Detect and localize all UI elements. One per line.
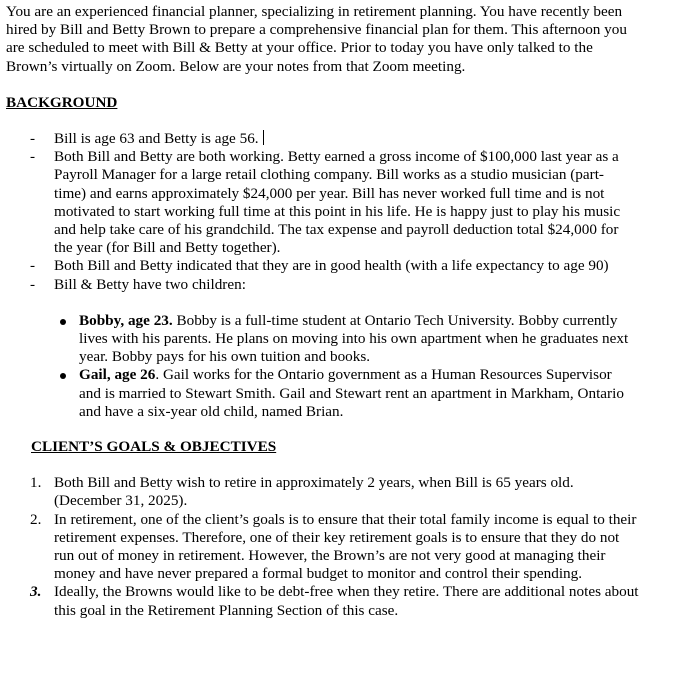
goals-list xyxy=(6,474,669,620)
bullet-icon xyxy=(60,319,66,325)
dash-marker: - xyxy=(30,130,36,148)
children-list xyxy=(6,312,669,421)
dash-marker: - xyxy=(30,257,36,275)
goal-item-income xyxy=(6,511,639,584)
goal-text: Both Bill and Betty wish to retire in approximately 2 years, when Bill is 65 years old. (December 31, 2025). xyxy=(54,474,574,510)
text-cursor xyxy=(263,130,264,145)
goal-item-debt-free xyxy=(6,583,639,619)
child-item-bobby xyxy=(6,312,629,367)
goal-text: In retirement, one of the client’s goals is to ensure that their total family income is equal to their retirement expenses. Therefore, one of their key retirement goals is to ensure that they do not run out of money in retirement. However, the Brown’s are not very good at managing their money and have never prepared a formal budget to monitor and control their spending. xyxy=(54,510,637,583)
background-item-ages xyxy=(6,130,629,148)
goal-item-retire-date xyxy=(6,474,639,510)
child-description: Bobby is a full-time student at Ontario Tech University. Bobby currently lives with his parents. He plans on moving into his own apartment when he graduates next year. Bobby pays for his own tuition and books. xyxy=(79,311,629,366)
background-item-health xyxy=(6,257,629,275)
background-item-children xyxy=(6,276,629,294)
background-item-text: Both Bill and Betty indicated that they are in good health (with a life expectancy to age 90) xyxy=(54,257,609,275)
intro-paragraph: You are an experienced financial planner, specializing in retirement planning. You have recently been hired by Bill and Betty Brown to prepare a comprehensive financial plan for them. This afternoon you are scheduled to meet with Bill & Betty at your office. Prior to today you have only talked to the Brown’s virtually on Zoom. Below are your notes from that Zoom meeting. xyxy=(6,3,627,75)
background-item-employment xyxy=(6,148,629,257)
bullet-icon xyxy=(60,373,66,379)
dash-marker: - xyxy=(30,148,36,166)
child-description: . Gail works for the Ontario government as a Human Resources Supervisor and is married to Stewart Smith. Gail and Stewart rent an apartment in Markham, Ontario and have a six-year old child, named Brian. xyxy=(79,366,624,420)
background-heading: BACKGROUND xyxy=(6,93,118,111)
goal-number: 3. xyxy=(30,583,42,601)
child-name: Bobby, age 23. xyxy=(79,311,173,329)
child-name: Gail, age 26 xyxy=(79,366,156,384)
background-item-text: Both Bill and Betty are both working. Betty earned a gross income of $100,000 last year as a Payroll Manager for a large retail clothing company. Bill works as a studio musician (part-time) and earns approximately $24,000 per year. Bill has never worked full time and is not motivated to start working full time at this point in his life. He is happy just to play his music and help take care of his grandchild. The tax expense and payroll deduction total $24,000 for the year (for Bill and Betty together). xyxy=(54,148,621,257)
background-item-text: Bill is age 63 and Betty is age 56. xyxy=(54,130,259,148)
goal-number: 2. xyxy=(30,510,42,528)
goal-number: 1. xyxy=(30,474,42,492)
child-item-gail xyxy=(6,366,629,421)
goals-heading: CLIENT’S GOALS & OBJECTIVES xyxy=(31,438,277,456)
goal-text: Ideally, the Browns would like to be debt-free when they retire. There are additional notes about this goal in the Retirement Planning Section of this case. xyxy=(54,583,639,619)
background-item-text: Bill & Betty have two children: xyxy=(54,275,246,293)
background-list xyxy=(6,130,669,294)
dash-marker: - xyxy=(30,275,36,293)
